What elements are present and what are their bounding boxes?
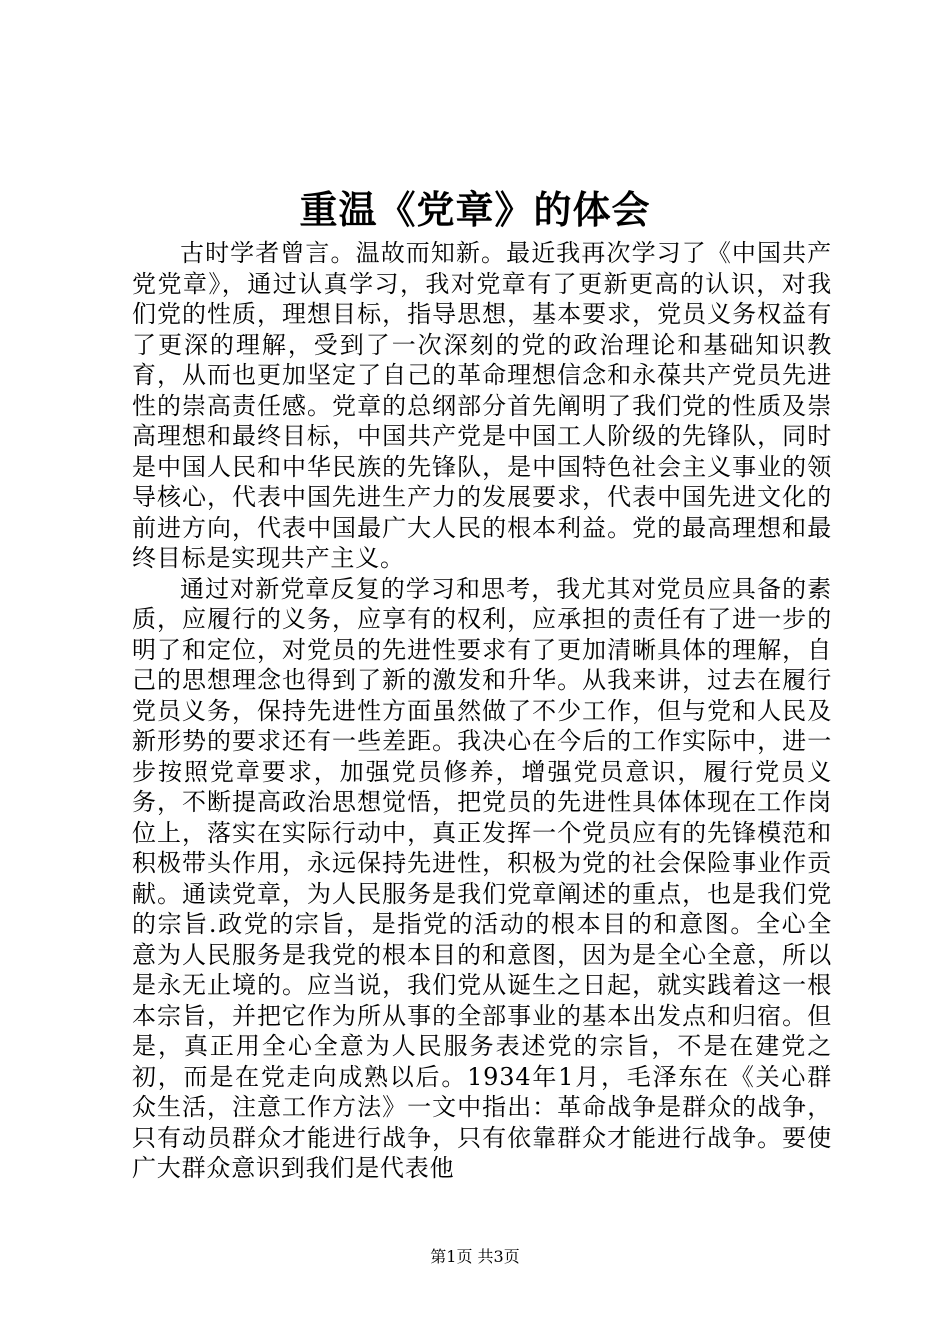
paragraph: 通过对新党章反复的学习和思考，我尤其对党员应具备的素质，应履行的义务，应享有的权利，应承担的责任有了进一步的明了和定位，对党员的先进性要求有了更加清晰具体的理解，自己的思想理念也得到了新的激发和升华。从我来讲，过去在履行党员义务，保持先进性方面虽然做了不少工作，但与党和人民及新形势的要求还有一些差距。我决心在今后的工作实际中，进一步按照党章要求，加强党员修养，增强党员意识，履行党员义务，不断提高政治思想觉悟，把党员的先进性具体体现在工作岗位上，落实在实际行动中，真正发挥一个党员应有的先锋模范和积极带头作用，永远保持先进性，积极为党的社会保险事业作贡献。通读党章，为人民服务是我们党章阐述的重点，也是我们党的宗旨.政党的宗旨，是指党的活动的根本目的和意图。全心全意为人民服务是我党的根本目的和意图，因为是全心全意，所以是永无止境的。应当说，我们党从诞生之日起，就实践着这一根本宗旨，并把它作为所从事的全部事业的基本出发点和归宿。但是，真正用全心全意为人民服务表述党的宗旨，不是在建党之初，而是在党走向成熟以后。1934年1月，毛泽东在《关心群众生活，注意工作方法》一文中指出：革命战争是群众的战争，只有动员群众才能进行战争，只有依靠群众才能进行战争。要使广大群众意识到我们是代表他 — [132, 574, 832, 1182]
paragraph: 古时学者曾言。温故而知新。最近我再次学习了《中国共产党党章》，通过认真学习，我对党章有了更新更高的认识，对我们党的性质，理想目标，指导思想，基本要求，党员义务权益有了更深的理解，受到了一次深刻的党的政治理论和基础知识教育，从而也更加坚定了自己的革命理想信念和永葆共产党员先进性的崇高责任感。党章的总纲部分首先阐明了我们党的性质及崇高理想和最终目标，中国共产党是中国工人阶级的先锋队，同时是中国人民和中华民族的先锋队，是中国特色社会主义事业的领导核心，代表中国先进生产力的发展要求，代表中国先进文化的前进方向，代表中国最广大人民的根本利益。党的最高理想和最终目标是实现共产主义。 — [132, 239, 832, 572]
document-body — [132, 238, 832, 1184]
page-number: 第1页 共3页 — [430, 1247, 520, 1266]
document-title: 重温《党章》的体会 — [299, 187, 651, 232]
